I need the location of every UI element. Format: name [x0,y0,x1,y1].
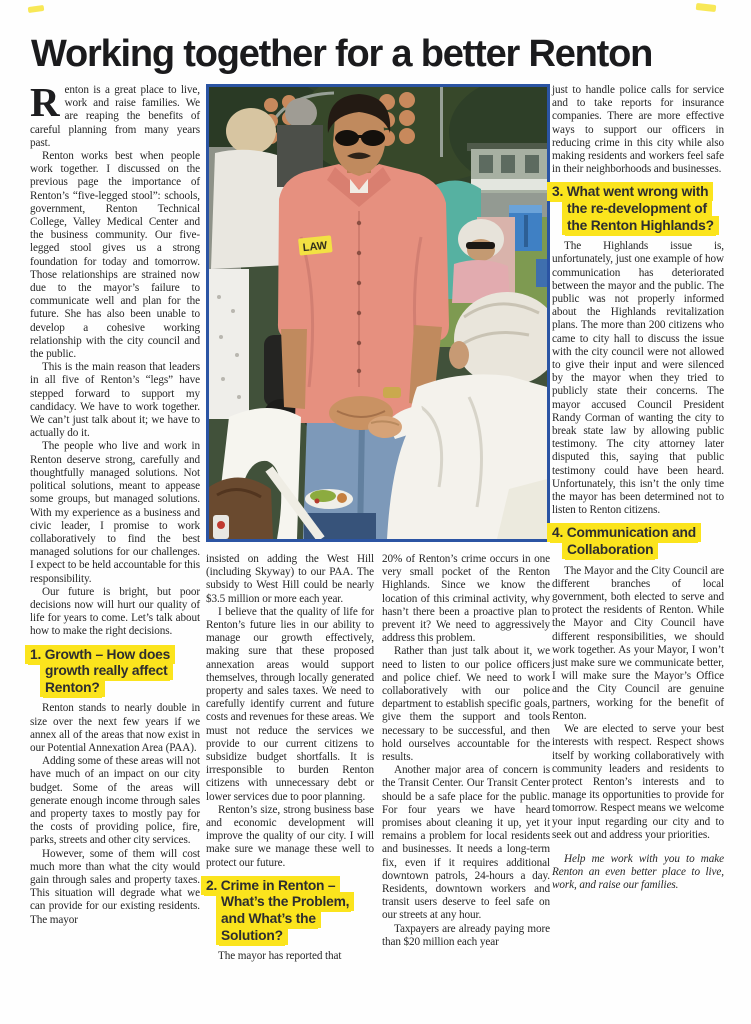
page-title: Working together for a better Renton [31,33,653,75]
middle-text-columns [206,553,550,963]
closing-note: Help me work with you to make Renton an even better place to live, work, and raise our families. [552,852,724,892]
law-badge-text: LAW [302,239,328,255]
paragraph: We are elected to serve your best interests with respect. Respect shows itself by working collaboratively with community leaders and residents to protect Renton’s interests and to manage its opportunities to provide for tomorrow. Respect means we welcome your input regarding our city and to seek out and address your priorities. [552,723,724,841]
paragraph: Adding some of these areas will not have much of an impact on our city budget. Some of the areas will generate enough income through sales and property taxes to mostly pay for the costs of providing police, fire, parks, streets and other city services. [30,755,200,847]
photo-illustration [209,87,547,539]
paragraph: The Mayor and the City Council are different branches of local government, both elected to serve and protect the residents of Renton. While the Mayor and City Council have different responsibilities, we should work together. As your Mayor, I won’t just make sure we communicate better, I will make sure the Mayor’s Office and the City Council are genuine partners, working for the benefit of Renton. [552,564,724,722]
paragraph: 20% of Renton’s crime occurs in one very small pocket of the Renton Highlands. Since we know the location of this criminal activity, why hasn’t there been a proactive plan to prevent it? We need to aggressively address this problem. [382,553,550,645]
paragraph [30,79,200,150]
paragraph: The people who live and work in Renton deserve strong, carefully and thoughtfully managed solutions. Not political solutions, meant to appease some groups, but managed solutions. With my experience as a business and civic leader, I promise to work collaboratively to find the best managed solutions for our challenges. I expect to be held accountable for this responsibility. [30,440,200,585]
wrist-watch [383,387,401,398]
paragraph: The Highlands issue is, unfortunately, just one example of how communication has deteriorated between the mayor and the public. The public was not properly informed about the Highlands revitalization plans. The more than 200 citizens who came to city hall to discuss the issue with the city council were not allowed to give their input and were silenced by the mayor when they tried to publicly state their concerns. The mayor accused Council President Randy Corman of wanting the city to break state law by allowing public testimony. The city attorney later disputed this, saying that public testimony could have been heard. Unfortunately, this isn’t the only time the mayor has been determined not to listen to Renton citizens. [552,240,724,517]
paragraph: This is the main reason that leaders in all five of Renton’s “legs” have stepped forward to support my candidacy. We have to work together. We can’t just talk about it; we have to actually do it. [30,361,200,440]
law-badge [298,235,333,255]
paragraph: Rather than just talk about it, we need to listen to our police officers and police chief. We need to work collaboratively with our police department to establish specific goals, give them the support and tools necessary to be successful, and then hold ourselves accountable for the results. [382,645,550,764]
section-heading-highlands [552,184,724,234]
middle-section [206,84,550,963]
paragraph: just to handle police calls for service and to take reports for insurance companies. There are more effective ways to support our officers in reducing crime in this city while also making residents and workers feel safe in their neighborhoods and businesses. [552,84,724,176]
paragraph: Renton’s size, strong business base and economic development will improve the quality of our city. I will make sure we manage these well to protect our future. [206,803,374,869]
paragraph: The mayor has reported that [218,950,342,963]
paragraph: Our future is bright, but poor decisions now will hurt our quality of life for years to come. Let’s talk about how to make the right decisions. [30,585,200,638]
paragraph: Another major area of concern is the Transit Center. Our Transit Center should be a safe place for the public. For four years we have heard promises about cleaning it up, yet it remains a problem for local residents and businesses. It needs a long-term fix, even if it requires additional downtown patrols, 24-hours a day. Residents, downtown workers and transit users deserve to feel safe on our streets at any hour. [382,764,550,922]
heading-highlight: 4. Communication and Collaboration [552,525,696,558]
text-column-4 [552,84,724,1020]
text-column-2 [206,553,374,963]
text-column-3 [382,553,550,963]
highlight-mark-right [696,3,717,12]
paragraph: Renton stands to nearly double in size over the next few years if we annex all of the areas that now exist in our Potential Annexation Area (PAA). [30,702,200,754]
highlight-mark-left [28,5,45,13]
heading-highlight: 1. Growth – How does growth really affect Renton? [30,646,171,695]
paragraph: Taxpayers are already paying more than $20 million each year [382,922,550,948]
paragraph: Renton works best when people work together. I discussed on the previous page the importance of Renton’s “five-legged stool”: schools, government, Renton Technical College, Valley Medical Center and the business community. Our five-legged stool gives us a strong foundation for today and tomorrow. Those relationships are strained now due to the mayor’s failure to communicate well and plan for the future. She has also been unable to develop a cohesive working relationship with the city council and the public. [30,150,200,361]
text-column-1 [30,79,200,1020]
article-photo [206,84,550,542]
section-heading-growth [30,647,200,697]
heading-highlight: 3. What went wrong with the re-development of the Renton Highlands? [552,184,714,233]
paragraph: I believe that the quality of life for Renton’s future lies in our ability to manage our growth effectively, making sure that these proposed annexation areas would support themselves, through locally generated property and sales taxes. We need to carefully identify current and future costs and revenues for these areas. We must not reduce the services we provide to our current citizens to subsidize budget shortfalls. It is irresponsible to burden Renton citizens with unnecessary debt or lower services due to poor planning. [206,605,374,803]
paragraph: insisted on adding the West Hill (including Skyway) to our PAA. The subsidy to West Hill could be nearly $3.5 million or more each year. [206,553,374,605]
gesturing-hand [368,416,402,438]
section-heading-crime [206,878,374,944]
dropcap: R [30,79,60,125]
paragraph: However, some of them will cost much more than what the city would gain through sales and property taxes. This situation will degrade what we can provide for our existing residents. The mayor [30,847,200,926]
paragraph-text: enton is a great place to live, work and raise families. We are reaping the benefits of careful planning from many years past. [30,84,200,149]
section-heading-communication [552,525,724,558]
heading-highlight: 2. Crime in Renton – What’s the Problem, and What’s the Solution? [206,877,350,943]
